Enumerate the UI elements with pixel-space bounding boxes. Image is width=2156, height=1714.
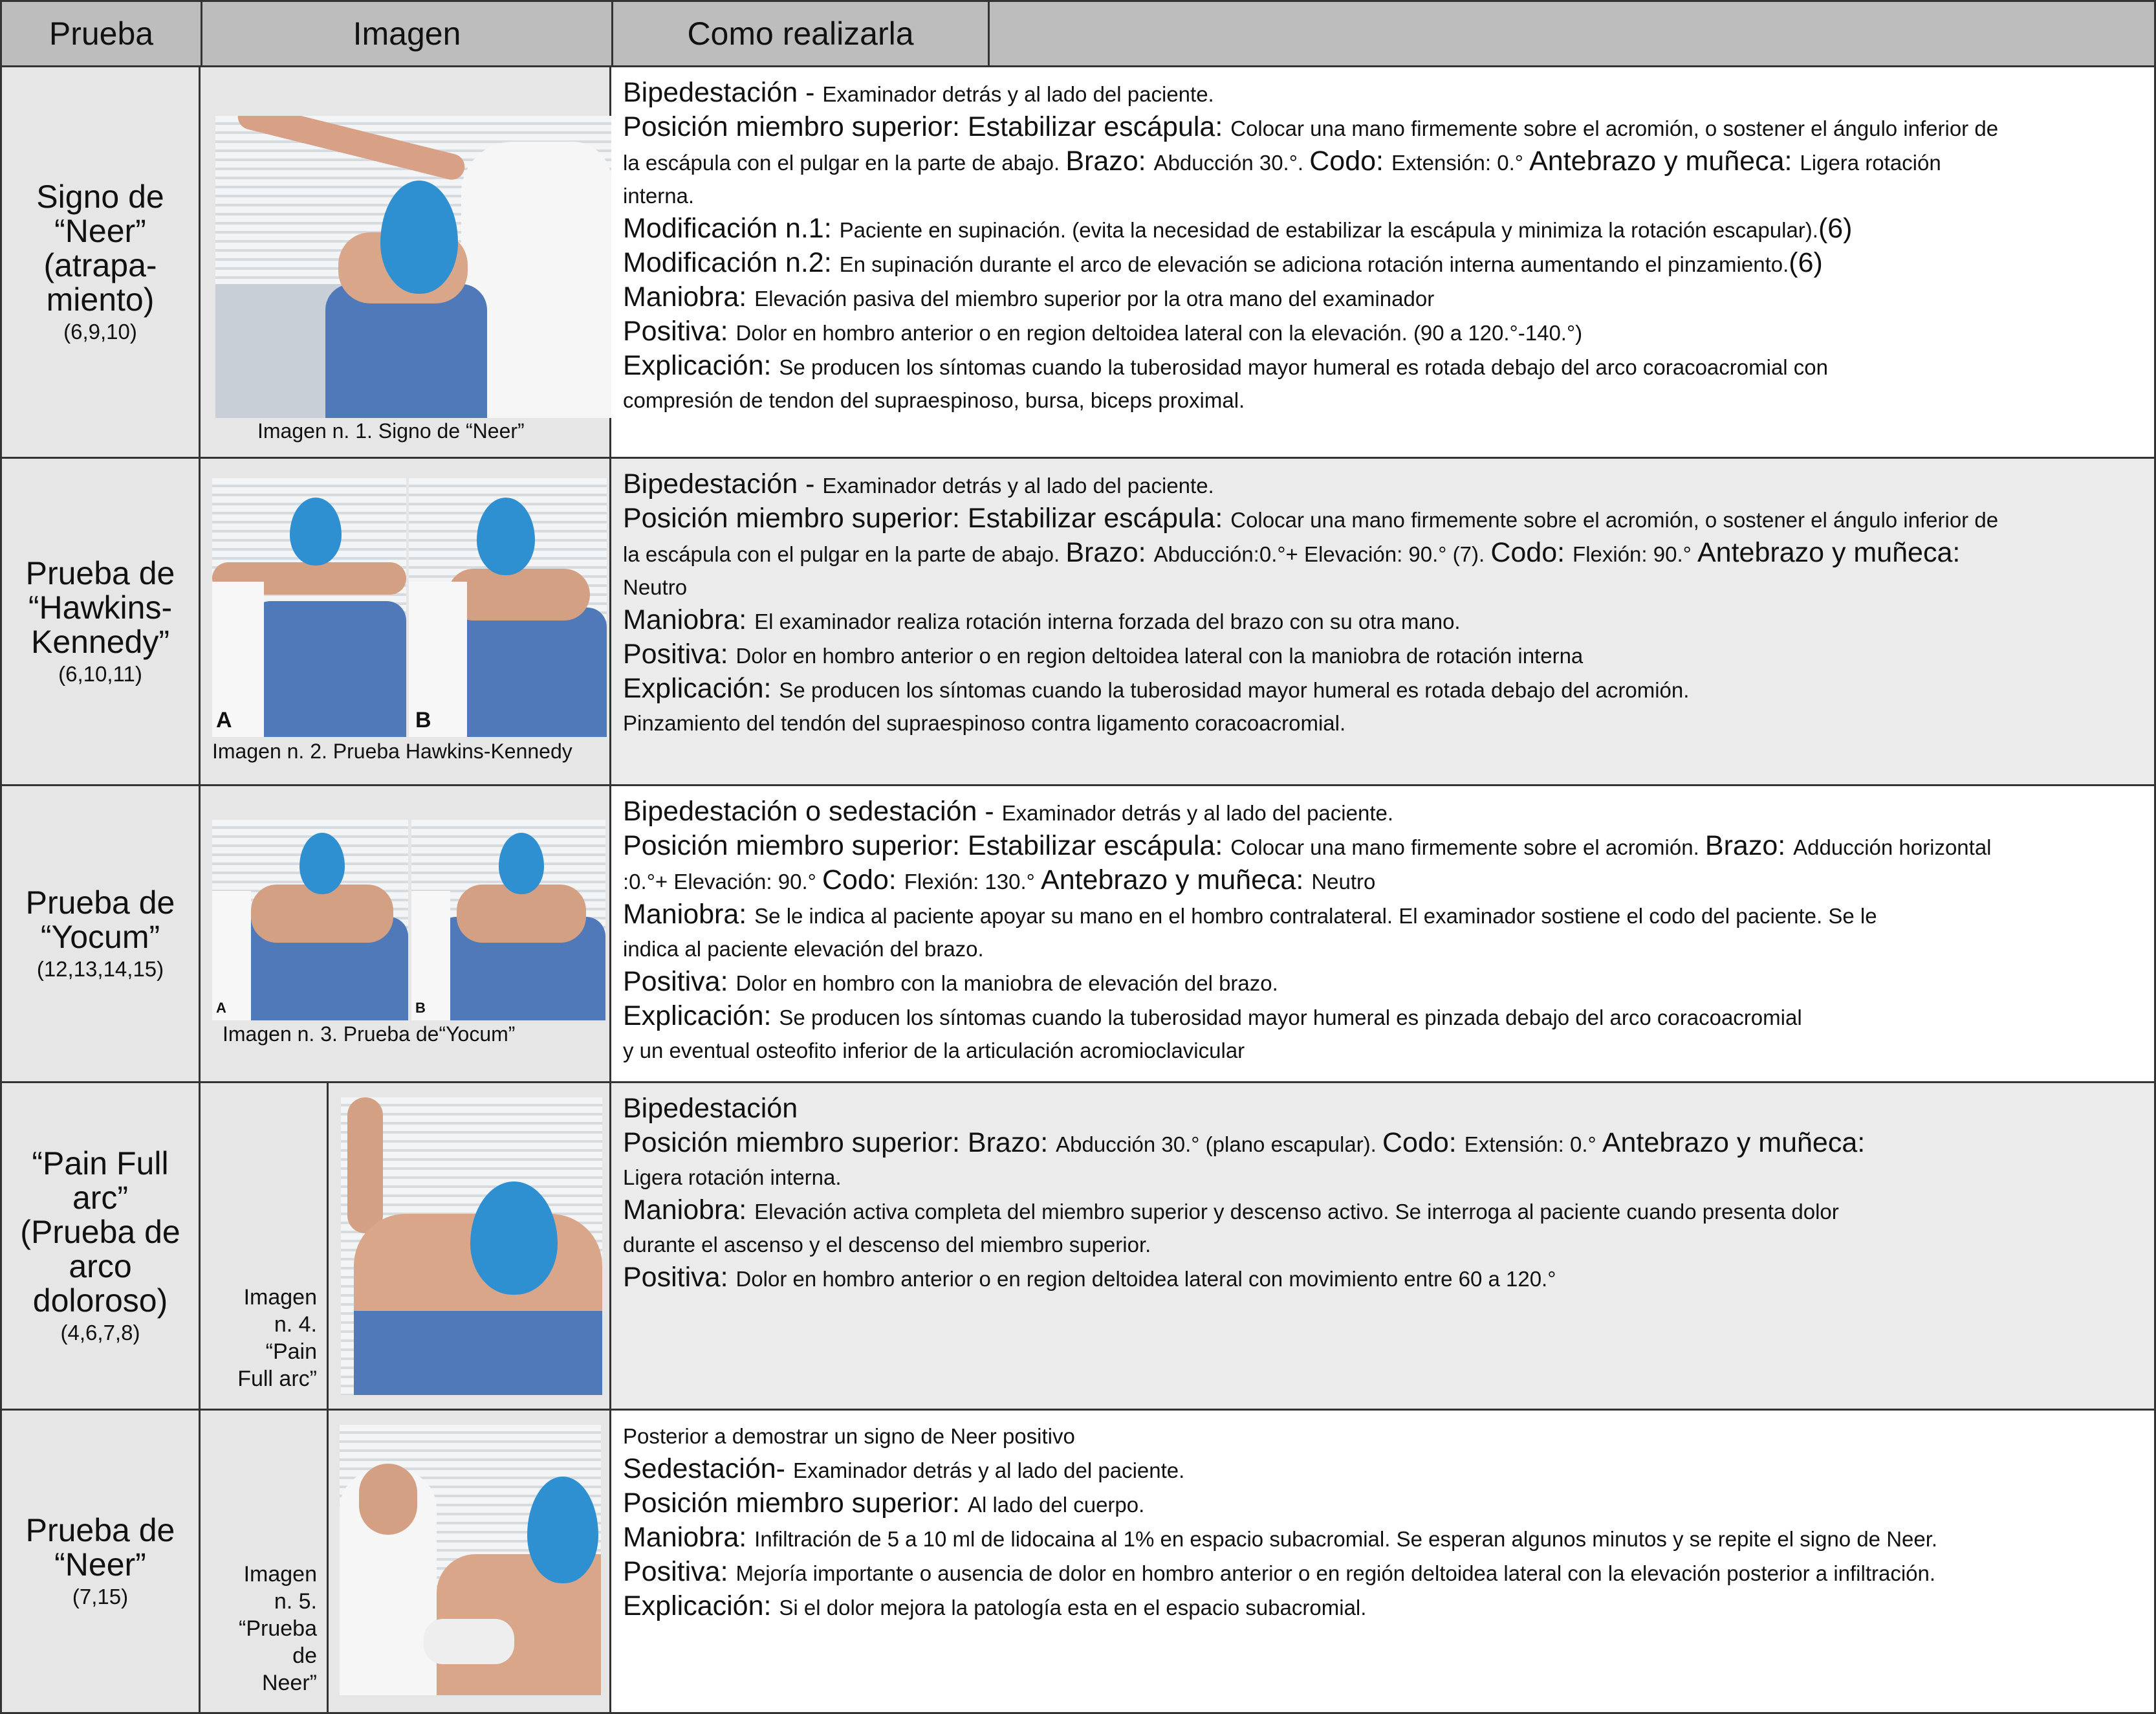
procedure-heading: Codo: (1490, 537, 1573, 568)
procedure-line (623, 179, 2141, 212)
procedure-line (623, 1161, 2141, 1194)
procedure-text: Elevación activa completa del miembro superior y descenso activo. Se interroga al paciente cuando presenta dolor (754, 1200, 1839, 1224)
test-name: “Pain Full arc” (Prueba de arco doloroso) (20, 1145, 180, 1319)
test-name: Signo de “Neer” (atrapa- miento) (36, 179, 164, 318)
procedure-cell (611, 1411, 2156, 1714)
header-empty (988, 0, 2156, 67)
procedure-heading: Brazo: (1704, 830, 1794, 861)
procedure-text: Colocar una mano firmemente sobre el acromión, o sostener el ángulo inferior de (1230, 116, 1999, 140)
procedure-line (623, 1555, 2141, 1590)
procedure-text: Neutro (1311, 870, 1376, 894)
test-references: (6,9,10) (63, 320, 137, 344)
procedure-cell (611, 459, 2156, 786)
procedure-text: compresión de tendon del supraespinoso, bursa, biceps proximal. (623, 388, 1245, 412)
procedure-text: Flexión: 130.° (904, 870, 1041, 894)
test-name-cell (0, 786, 201, 1083)
procedure-line (623, 707, 2141, 740)
procedure-text: Extensión: 0.° (1391, 151, 1530, 175)
procedure-heading: Maniobra: (623, 1194, 755, 1225)
procedure-heading: Maniobra: (623, 604, 755, 635)
procedure-text: En supinación durante el arco de elevación se adiciona rotación interna aumentando el pinzamiento. (839, 252, 1789, 276)
procedure-line (623, 1521, 2141, 1555)
image-cell (201, 67, 611, 459)
procedure-text: Flexión: 90.° (1573, 542, 1697, 566)
procedure-heading: (6) (1789, 247, 1823, 278)
procedure-text: Dolor en hombro con la maniobra de elevación del brazo. (735, 971, 1278, 995)
test-name: Prueba de “Yocum” (25, 884, 175, 955)
procedure-text: la escápula con el pulgar en la parte de abajo. (623, 151, 1066, 175)
procedure-text: Si el dolor mejora la patología esta en el espacio subacromial. (779, 1596, 1367, 1620)
procedure-line (623, 536, 2141, 571)
photo-yocum-a (212, 820, 408, 1020)
photo-hawkins-b (409, 478, 607, 737)
procedure-heading: Positiva: (623, 316, 736, 347)
procedure-line (623, 1590, 2141, 1624)
procedure-text: Al lado del cuerpo. (967, 1493, 1145, 1517)
procedure-line (623, 830, 2141, 864)
procedure-line (623, 638, 2141, 672)
procedure-text: Examinador detrás y al lado del paciente. (792, 1458, 1185, 1482)
procedure-line (623, 1092, 2141, 1126)
procedure-line (623, 145, 2141, 179)
procedure-heading: Maniobra: (623, 281, 755, 313)
procedure-text: Colocar una mano firmemente sobre el acromión. (1230, 835, 1705, 859)
procedure-heading: Antebrazo y muñeca: (1041, 864, 1312, 895)
procedure-heading: Posición miembro superior: Brazo: (623, 1127, 1056, 1158)
procedure-heading: Antebrazo y muñeca: (1602, 1127, 1866, 1158)
procedure-line (623, 672, 2141, 707)
test-references: (4,6,7,8) (60, 1321, 140, 1345)
procedure-text: Adducción horizontal (1793, 835, 1992, 859)
procedure-heading: Positiva: (623, 639, 736, 670)
procedure-text: Examinador detrás y al lado del paciente. (822, 474, 1214, 498)
panel-label: B (415, 708, 431, 732)
header-prueba: Prueba (0, 0, 202, 67)
test-name-cell (0, 1083, 201, 1411)
test-references: (7,15) (72, 1585, 129, 1609)
procedure-line (623, 1034, 2141, 1067)
procedure-text: Abducción:0.°+ Elevación: 90.° (7). (1153, 542, 1491, 566)
procedure-text: Abducción 30.° (plano escapular). (1056, 1132, 1382, 1156)
procedure-line (623, 932, 2141, 965)
procedure-line (623, 384, 2141, 417)
procedure-line (623, 1126, 2141, 1161)
procedure-line (623, 468, 2141, 502)
procedure-heading: Posición miembro superior: Estabilizar escápula: (623, 503, 1231, 534)
procedure-line (623, 795, 2141, 830)
header-imagen: Imagen (201, 0, 613, 67)
procedure-text: Se le indica al paciente apoyar su mano en el hombro contralateral. El examinador sostiene el codo del paciente. Se le (754, 904, 1877, 928)
table-row (0, 459, 2156, 786)
procedure-text: la escápula con el pulgar en la parte de abajo. (623, 542, 1066, 566)
procedure-line (623, 965, 2141, 1000)
photo-yocum-b (411, 820, 605, 1020)
face-mask (470, 1181, 558, 1295)
photo-neer-sign (215, 116, 611, 418)
image-caption: Imagen n. 4. “Pain Full arc” (237, 1285, 317, 1391)
procedure-heading: Codo: (822, 864, 904, 895)
procedure-text: Abducción 30.°. (1153, 151, 1310, 175)
procedure-text: Posterior a demostrar un signo de Neer positivo (623, 1424, 1075, 1448)
procedure-heading: Antebrazo y muñeca: (1697, 537, 1961, 568)
procedure-text: Extensión: 0.° (1464, 1132, 1602, 1156)
procedure-heading: Positiva: (623, 966, 736, 997)
panel-label: B (415, 1000, 426, 1016)
procedure-line (623, 281, 2141, 315)
procedure-line (623, 315, 2141, 349)
table-row (0, 786, 2156, 1083)
procedure-line (623, 502, 2141, 536)
procedure-cell (611, 1083, 2156, 1411)
image-cell (201, 786, 611, 1083)
image-caption: Imagen n. 2. Prueba Hawkins-Kennedy (212, 740, 572, 763)
image-cell (201, 1411, 611, 1714)
test-name-cell (0, 459, 201, 786)
procedure-heading: Bipedestación - (623, 77, 823, 108)
procedure-line (623, 349, 2141, 384)
procedure-text: Neutro (623, 575, 688, 599)
procedure-heading: Maniobra: (623, 1522, 755, 1553)
procedure-text: Se producen los síntomas cuando la tuberosidad mayor humeral es rotada debajo del arco coracoacromial con (779, 355, 1828, 379)
procedure-text: El examinador realiza rotación interna forzada del brazo con su otra mano. (754, 610, 1461, 633)
procedure-text: Dolor en hombro anterior o en region deltoidea lateral con movimiento entre 60 a 120.° (735, 1267, 1556, 1291)
procedure-text: interna. (623, 184, 695, 208)
procedure-heading: Bipedestación (623, 1093, 798, 1124)
face-mask (299, 833, 345, 894)
procedure-text: durante el ascenso y el descenso del miembro superior. (623, 1233, 1151, 1257)
procedure-text: Mejoría importante o ausencia de dolor en hombro anterior o en región deltoidea lateral con la elevación posterior a infiltración. (735, 1561, 1936, 1585)
procedure-heading: Explicación: (623, 1590, 779, 1621)
face-mask (290, 498, 342, 566)
procedure-line (623, 1453, 2141, 1487)
procedure-heading: Maniobra: (623, 899, 755, 930)
procedure-line (623, 1194, 2141, 1228)
image-caption: Imagen n. 3. Prueba de“Yocum” (223, 1022, 516, 1046)
header-como-realizarla: Como realizarla (611, 0, 990, 67)
panel-label: A (216, 1000, 226, 1016)
procedure-text: Colocar una mano firmemente sobre el acromión, o sostener el ángulo inferior de (1230, 508, 1999, 532)
procedure-text: Se producen los síntomas cuando la tuberosidad mayor humeral es pinzada debajo del arco coracoacromial (779, 1005, 1802, 1029)
procedure-text: Infiltración de 5 a 10 ml de lidocaina al 1% en espacio subacromial. Se esperan algunos minutos y se repite el signo de Neer. (754, 1527, 1938, 1551)
image-cell (201, 1083, 611, 1411)
procedure-heading: (6) (1818, 213, 1853, 244)
procedure-heading: Posición miembro superior: Estabilizar escápula: (623, 830, 1231, 861)
procedure-heading: Explicación: (623, 673, 779, 704)
test-name: Prueba de “Hawkins- Kennedy” (25, 555, 175, 660)
procedure-line (623, 212, 2141, 247)
procedure-text: Ligera rotación (1800, 151, 1941, 175)
test-name-cell (0, 67, 201, 459)
procedure-text: Se producen los síntomas cuando la tuberosidad mayor humeral es rotada debajo del acromión. (779, 678, 1690, 702)
procedure-line (623, 1487, 2141, 1521)
table-row (0, 1083, 2156, 1411)
procedure-line (623, 1420, 2141, 1453)
photo-neer-test (340, 1425, 601, 1695)
procedure-line (623, 247, 2141, 281)
panel-label: A (216, 708, 232, 732)
procedure-cell (611, 67, 2156, 459)
procedure-heading: Modificación n.1: (623, 213, 840, 244)
procedure-text: y un eventual osteofito inferior de la articulación acromioclavicular (623, 1038, 1245, 1062)
photo-hawkins-a (212, 478, 406, 737)
procedure-heading: Brazo: (1065, 146, 1154, 177)
photo-painful-arc (341, 1097, 602, 1395)
procedure-heading: Codo: (1382, 1127, 1465, 1158)
table-row (0, 67, 2156, 459)
procedure-heading: Explicación: (623, 1000, 779, 1031)
procedure-text: Paciente en supinación. (evita la necesidad de estabilizar la escápula y minimiza la rotación escapular). (839, 218, 1818, 242)
procedure-line (623, 1261, 2141, 1295)
procedure-line (623, 76, 2141, 111)
procedure-heading: Bipedestación - (623, 468, 823, 500)
procedure-heading: Posición miembro superior: Estabilizar escápula: (623, 111, 1231, 142)
table-row (0, 1411, 2156, 1714)
procedure-text: indica al paciente elevación del brazo. (623, 937, 984, 961)
procedure-heading: Positiva: (623, 1262, 736, 1293)
procedure-cell (611, 786, 2156, 1083)
procedure-heading: Codo: (1309, 146, 1391, 177)
image-caption: Imagen n. 5. “Prueba de Neer” (239, 1562, 317, 1695)
procedure-heading: Brazo: (1065, 537, 1154, 568)
procedure-heading: Sedestación- (623, 1453, 793, 1484)
procedure-text: Ligera rotación interna. (623, 1165, 842, 1189)
procedure-text: Examinador detrás y al lado del paciente. (1001, 801, 1394, 825)
image-cell (201, 459, 611, 786)
procedure-line (623, 571, 2141, 604)
procedure-text: Elevación pasiva del miembro superior por la otra mano del examinador (754, 287, 1435, 311)
face-mask (477, 498, 535, 575)
procedure-line (623, 898, 2141, 932)
test-name: Prueba de “Neer” (25, 1512, 175, 1583)
procedure-line (623, 864, 2141, 898)
procedure-line (623, 604, 2141, 638)
procedure-heading: Antebrazo y muñeca: (1529, 146, 1800, 177)
procedure-text: :0.°+ Elevación: 90.° (623, 870, 822, 894)
procedure-line (623, 1000, 2141, 1034)
procedure-heading: Posición miembro superior: (623, 1488, 968, 1519)
face-mask (527, 1477, 598, 1583)
procedure-text: Pinzamiento del tendón del supraespinoso contra ligamento coracoacromial. (623, 711, 1346, 735)
procedure-line (623, 1228, 2141, 1261)
procedure-heading: Modificación n.2: (623, 247, 840, 278)
test-references: (12,13,14,15) (36, 957, 164, 981)
procedure-heading: Explicación: (623, 350, 779, 381)
procedure-text: Dolor en hombro anterior o en region deltoidea lateral con la elevación. (90 a 120.°-140.°) (735, 321, 1583, 345)
face-mask (499, 833, 544, 894)
image-caption: Imagen n. 1. Signo de “Neer” (257, 419, 525, 443)
test-name-cell (0, 1411, 201, 1714)
procedure-text: Examinador detrás y al lado del paciente. (822, 82, 1214, 106)
test-references: (6,10,11) (58, 662, 142, 686)
procedure-text: Dolor en hombro anterior o en region deltoidea lateral con la maniobra de rotación interna (735, 644, 1584, 668)
procedure-heading: Bipedestación o sedestación - (623, 796, 1002, 827)
procedure-line (623, 111, 2141, 145)
procedure-heading: Positiva: (623, 1556, 736, 1587)
